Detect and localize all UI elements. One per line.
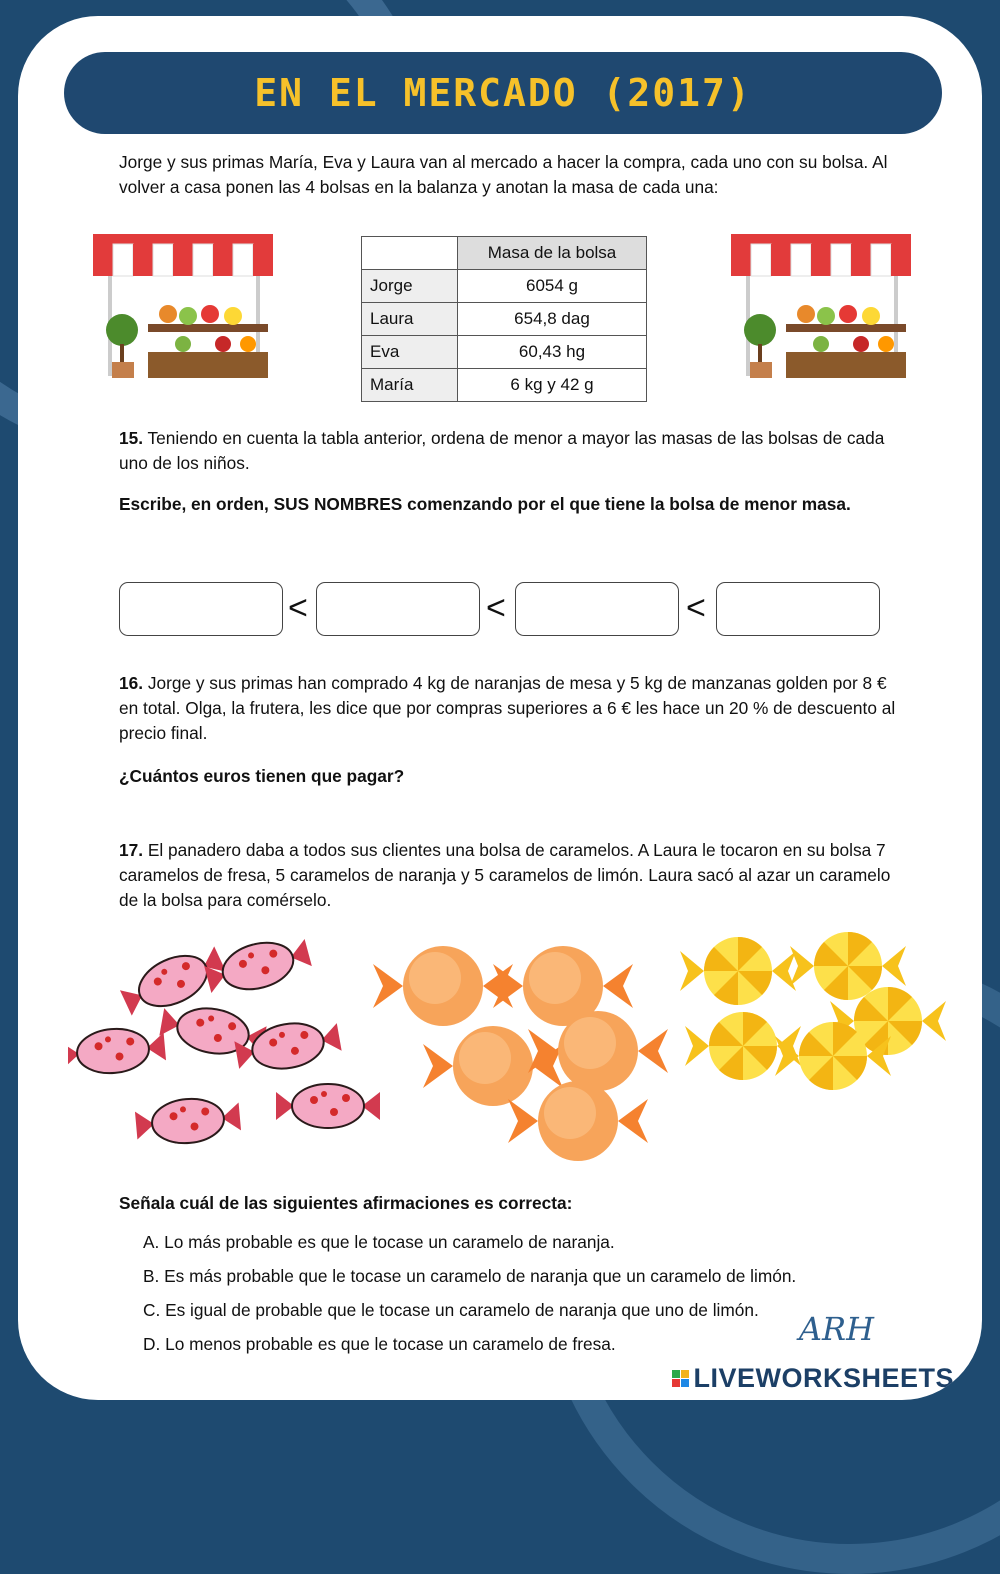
worksheet-page [18,16,982,1400]
stall-awning [731,234,911,276]
question-number: 16. [119,673,144,693]
orange-candies [373,946,668,1161]
table-cell-mass: 6054 g [458,270,647,303]
intro-text: Jorge y sus primas María, Eva y Laura van al mercado a hacer la compra, cada uno con su bolsa. Al volver a casa ponen las 4 bolsas en la balanza y anotan la masa de cada una: [119,152,888,197]
option-d[interactable]: D. Lo menos probable es que le tocase un caramelo de fresa. [143,1334,616,1354]
brand-name: LIVEWORKSHEETS [693,1363,954,1393]
answer-box-1[interactable] [119,582,283,636]
market-stall-illustration [726,234,916,384]
stall-awning [93,234,273,276]
table-cell-name: Laura [362,303,458,336]
logo-mark-icon [672,1370,689,1387]
question-text: El panadero daba a todos sus clientes una bolsa de caramelos. A Laura le tocaron en su bolsa 7 caramelos de fresa, 5 caramelos de naranja y 5 caramelos de limón. Laura sacó al azar un caramelo de la bolsa para comérselo. [119,840,891,910]
table-row [362,369,647,402]
table-header-mass: Masa de la bolsa [458,237,647,270]
table-row [362,336,647,369]
less-than-sign: < [686,589,706,627]
market-stall-illustration [88,234,278,384]
table-cell-name: Eva [362,336,458,369]
question-15 [119,426,889,476]
question-text: Jorge y sus primas han comprado 4 kg de naranjas de mesa y 5 kg de manzanas golden por 8 € en total. Olga, la frutera, les dice que por compras superiores a 6 € les hace un 20 % de descuento al precio final. [119,673,896,743]
question-number: 15. [119,428,144,448]
strawberry-candies [68,931,380,1147]
page-title: EN EL MERCADO (2017) [254,71,752,115]
table-row [362,303,647,336]
question-15-instruction: Escribe, en orden, SUS NOMBRES comenzando por el que tiene la bolsa de menor masa. [119,494,851,514]
title-banner [64,52,942,134]
question-17-prompt: Señala cuál de las siguientes afirmaciones es correcta: [119,1193,573,1213]
question-16 [119,671,899,746]
question-text: Teniendo en cuenta la tabla anterior, ordena de menor a mayor las masas de las bolsas de cada uno de los niños. [119,428,885,473]
table-cell-mass: 654,8 dag [458,303,647,336]
candies-illustration [68,926,968,1176]
question-number: 17. [119,840,144,860]
option-b[interactable]: B. Es más probable que le tocase un caramelo de naranja que un caramelo de limón. [143,1266,797,1286]
table-cell-name: María [362,369,458,402]
mass-table [361,236,647,402]
option-a[interactable]: A. Lo más probable es que le tocase un caramelo de naranja. [143,1232,615,1252]
table-cell-mass: 60,43 hg [458,336,647,369]
answer-box-2[interactable] [316,582,480,636]
table-header-row [362,237,647,270]
answer-box-3[interactable] [515,582,679,636]
author-signature: ARH [798,1310,874,1348]
answer-box-4[interactable] [716,582,880,636]
less-than-sign: < [288,589,308,627]
table-cell-mass: 6 kg y 42 g [458,369,647,402]
table-cell-name: Jorge [362,270,458,303]
question-16-prompt: ¿Cuántos euros tienen que pagar? [119,766,405,786]
table-corner-cell [362,237,458,270]
liveworksheets-logo [672,1363,954,1394]
question-17 [119,838,899,913]
lemon-candies [680,932,946,1090]
less-than-sign: < [486,589,506,627]
table-row [362,270,647,303]
option-c[interactable]: C. Es igual de probable que le tocase un caramelo de naranja que uno de limón. [143,1300,759,1320]
